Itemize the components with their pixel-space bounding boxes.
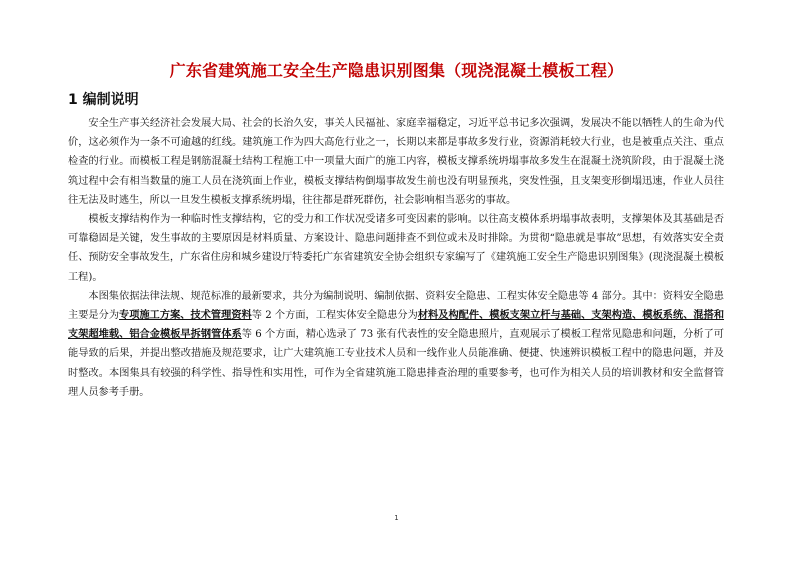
paragraph-3-underlined-2: 材料及构配件、模板支架立杆与基础、支架构造、模板系统、混搭和支架超堆载、铝合金模板早拆钢管体系	[68, 309, 725, 341]
paragraph-3-text-1: 本图集依据法律法规、规范标准的最新要求，共分为编制说明、编制依据、资料安全隐患、工程实体安全隐患等 4 部分。其中：资料安全隐患主要是分为	[68, 290, 724, 322]
paragraph-3	[68, 287, 724, 402]
page-title: 广东省建筑施工安全生产隐患识别图集（现浇混凝土模板工程）	[169, 61, 624, 80]
paragraph-3-underlined-1: 专项施工方案、技术管理资料	[119, 309, 252, 322]
paragraph-1: 安全生产事关经济社会发展大局、社会的长治久安，事关人民福祉、家庭幸福稳定，习近平总书记多次强调，发展决不能以牺牲人的生命为代价，这必须作为一条不可逾越的红线。建筑施工作为四大高危行业之一，长期以来都是事故多发行业，资源消耗较大行业，也是被重点关注、重点检查的行业。而模板工程是钢筋混凝土结构工程施工中一项量大面广的施工内容，模板支撑系统坍塌事故多发生在混凝土浇筑阶段，由于混凝土浇筑过程中会有相当数量的施工人员在浇筑面上作业，模板支撑结构倒塌事故发生前也没有明显预兆，突发性强，且支架变形倒塌迅速，作业人员往往无法及时逃生，所以一旦发生模板支撑系统坍塌，往往都是群死群伤，社会影响相当恶劣的事故。	[68, 118, 724, 206]
body-text	[68, 114, 724, 402]
paragraph-3-text-3: 等 6 个方面，精心选录了 73 张有代表性的安全隐患照片，直观展示了模板工程常见隐患和问题，分析了可能导致的后果，并提出整改措施及规范要求，让广大建筑施工专业技术人员和一线作业人员能准确、便捷、快速辨识模板工程中的隐患问题，并及时整改。本图集具有较强的科学性、指导性和实用性，可作为全省建筑施工隐患排查治理的重要参考，也可作为相关人员的培训教材和安全监督管理人员参考手册。	[68, 329, 724, 398]
paragraph-3-text-2: 等 2 个方面，工程实体安全隐患分为	[251, 310, 418, 322]
paragraph-2: 模板支撑结构作为一种临时性支撑结构，它的受力和工作状况受诸多可变因素的影响。以往高支模体系坍塌事故表明，支撑架体及其基础是否可靠稳固是关键，发生事故的主要原因是材料质量、方案设计、隐患问题排查不到位或未及时排除。为贯彻“隐患就是事故”思想，有效落实安全责任、预防安全事故发生，广东省住房和城乡建设厅特委托广东省建筑安全协会组织专家编写了《建筑施工安全生产隐患识别图集》(现浇混凝土模板工程)。	[68, 214, 724, 283]
section-heading: 1 编制说明	[68, 92, 139, 108]
page-number: 1	[394, 514, 399, 522]
